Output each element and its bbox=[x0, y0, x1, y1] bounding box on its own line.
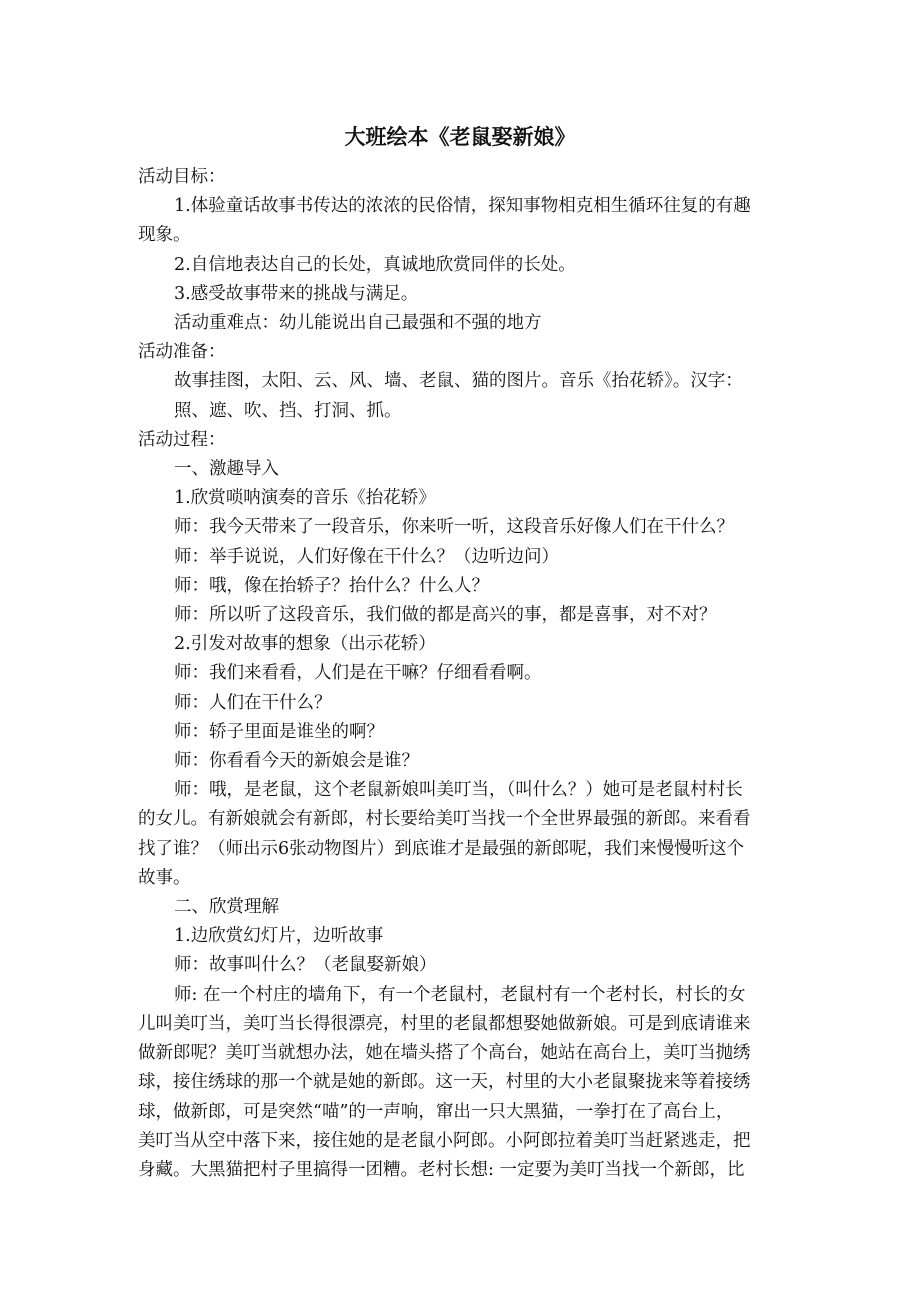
section-heading-preparation: 活动准备： bbox=[138, 342, 226, 363]
dialogue-line-continued: 的女儿。有新娘就会有新郎，村长要给美叮当找一个全世界最强的新郎。来看看 bbox=[138, 809, 751, 830]
dialogue-line: 师：哦，是老鼠，这个老鼠新娘叫美叮当，（叫什么？）她可是老鼠村村长 bbox=[174, 780, 743, 801]
subheading-appreciation: 二、欣赏理解 bbox=[174, 897, 279, 918]
dialogue-line: 师：所以听了这段音乐，我们做的都是高兴的事，都是喜事，对不对？ bbox=[174, 605, 717, 626]
goal-1: 1.体验童话故事书传达的浓浓的民俗情，探知事物相克相生循环往复的有趣 bbox=[174, 196, 751, 217]
story-text-continued: 儿叫美叮当，美叮当长得很漂亮，村里的老鼠都想娶她做新娘。可是到底请谁来 bbox=[138, 1013, 751, 1034]
dialogue-line: 师：哦，像在抬轿子？抬什么？什么人？ bbox=[174, 575, 489, 596]
story-text-continued: 做新郎呢？美叮当就想办法，她在墙头搭了个高台，她站在高台上，美叮当抛绣 bbox=[138, 1043, 751, 1064]
dialogue-line: 师：举手说说，人们好像在干什么？（边听边问） bbox=[174, 546, 559, 567]
process-step: 1.欣赏唢呐演奏的音乐《抬花轿》 bbox=[174, 488, 436, 509]
preparation-line-1: 故事挂图，太阳、云、风、墙、老鼠、猫的图片。音乐《抬花轿》。汉字： bbox=[174, 371, 743, 392]
goal-2: 2.自信地表达自己的长处，真诚地欣赏同伴的长处。 bbox=[174, 254, 576, 275]
goal-3: 3.感受故事带来的挑战与满足。 bbox=[174, 283, 419, 304]
section-heading-process: 活动过程： bbox=[138, 429, 226, 450]
dialogue-line-continued: 故事。 bbox=[138, 867, 191, 888]
section-heading-goals: 活动目标： bbox=[138, 167, 226, 187]
dialogue-line: 师：故事叫什么？（老鼠娶新娘） bbox=[174, 955, 437, 976]
dialogue-line: 师：轿子里面是谁坐的啊？ bbox=[174, 721, 384, 742]
dialogue-line-continued: 找了谁？（师出示6张动物图片）到底谁才是最强的新郎呢，我们来慢慢听这个 bbox=[138, 838, 745, 859]
process-step: 1.边欣赏幻灯片，边听故事 bbox=[174, 926, 384, 947]
document-body bbox=[138, 163, 788, 1185]
subheading-intro: 一、激趣导入 bbox=[174, 459, 279, 480]
goal-1-continued: 现象。 bbox=[138, 225, 191, 246]
document-title: 大班绘本《老鼠娶新娘》 bbox=[344, 125, 576, 149]
story-text-continued: 身藏。大黑猫把村子里搞得一团糟。老村长想: 一定要为美叮当找一个新郎，比 bbox=[138, 1159, 745, 1180]
story-text-continued: 球，做新郎，可是突然“喵”的一声响，窜出一只大黑猫，一拳打在了高台上， bbox=[138, 1101, 734, 1122]
preparation-line-2: 照、遮、吹、挡、打洞、抓。 bbox=[174, 400, 402, 421]
story-text: 师: 在一个村庄的墙角下，有一个老鼠村，老鼠村有一个老村长，村长的女 bbox=[174, 984, 746, 1005]
dialogue-line: 师：我们来看看，人们是在干嘛？仔细看看啊。 bbox=[174, 663, 542, 684]
dialogue-line: 师：人们在干什么？ bbox=[174, 692, 332, 713]
key-difficulty: 活动重难点：幼儿能说出自己最强和不强的地方 bbox=[174, 313, 542, 334]
story-text-continued: 美叮当从空中落下来，接住她的是老鼠小阿郎。小阿郎拉着美叮当赶紧逃走，把 bbox=[138, 1130, 751, 1151]
dialogue-line: 师：你看看今天的新娘会是谁？ bbox=[174, 751, 419, 772]
process-step: 2.引发对故事的想象（出示花轿） bbox=[174, 634, 436, 655]
dialogue-line: 师：我今天带来了一段音乐，你来听一听，这段音乐好像人们在干什么？ bbox=[174, 517, 734, 538]
story-text-continued: 球，接住绣球的那一个就是她的新郎。这一天，村里的大小老鼠聚拢来等着接绣 bbox=[138, 1072, 751, 1093]
